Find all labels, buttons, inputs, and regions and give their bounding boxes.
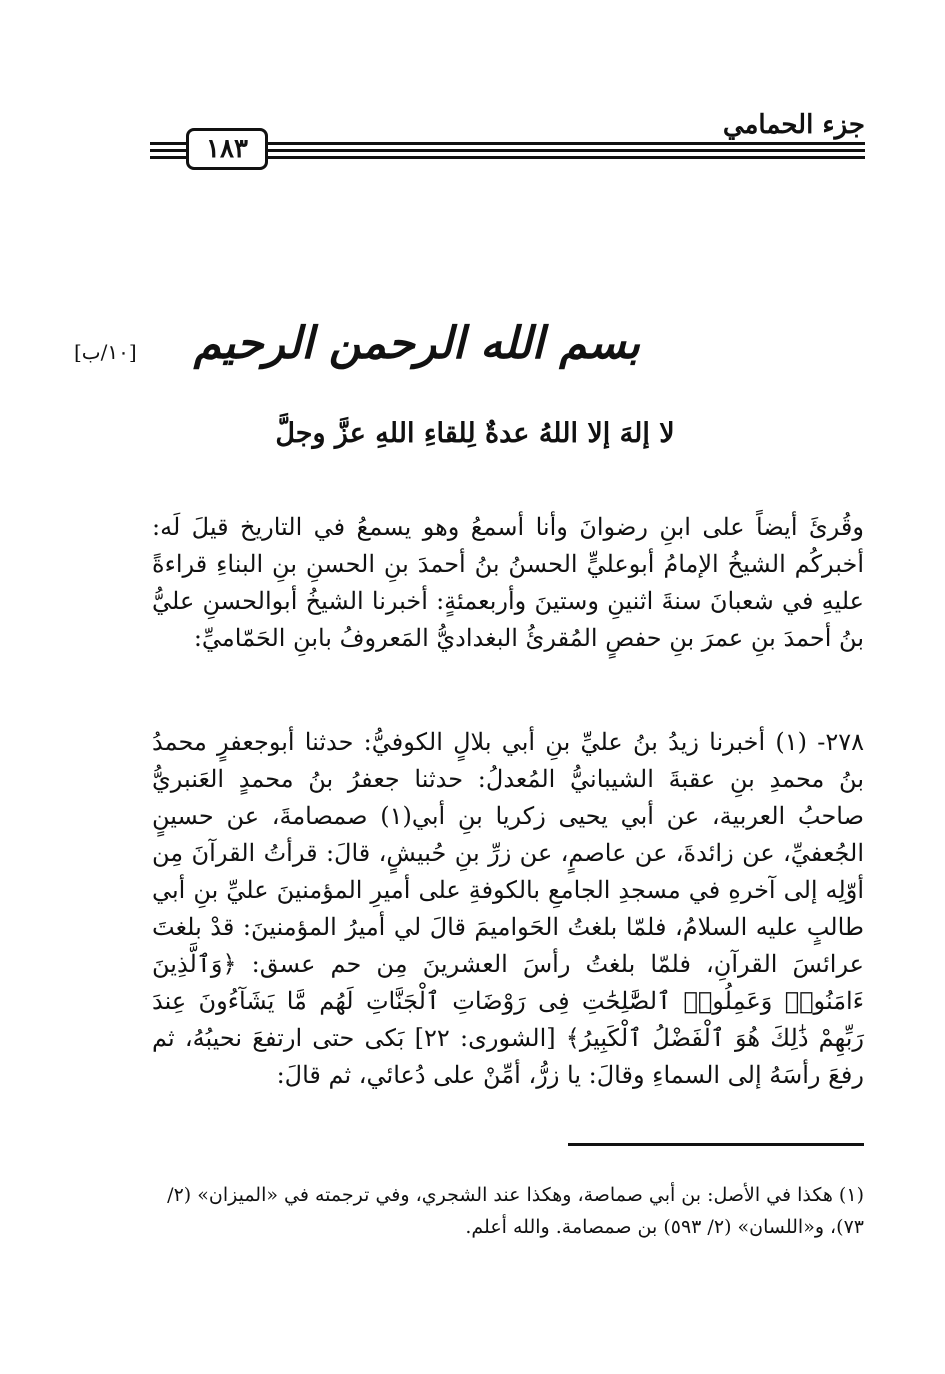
footnote-separator [568, 1143, 864, 1146]
page-number-box [186, 128, 268, 170]
basmala: بسم الله الرحمن الرحيم [193, 318, 640, 369]
chapter-title: لا إلهَ إلا اللهُ عدةٌ لِلقاءِ اللهِ عزَّ وجلَّ [275, 418, 675, 449]
manuscript-folio-marker: [١٠/ب] [74, 340, 137, 364]
book-title: جزء الحمامي [722, 110, 865, 140]
hadith-paragraph: ٢٧٨- (١) أخبرنا زيدُ بنُ عليِّ بنِ أبي بلالٍ الكوفيُّ: حدثنا أبوجعفرٍ محمدُ بنُ محمدِ بنِ عقبةَ الشيبانيُّ المُعدلُ: حدثنا جعفرُ بنُ محمدٍ العَنبريُّ صاحبُ العربية، عن أبي يحيى زكريا بنِ أبي(١) صمصامةَ، عن حسينٍ الجُعفيِّ، عن زائدةَ، عن عاصمٍ، عن زرِّ بنِ حُبيشٍ، قالَ: قرأتُ القرآنَ مِن أوّلِه إلى آخرهِ في مسجدِ الجامعِ بالكوفةِ على أميرِ المؤمنينَ عليِّ بنِ أبي طالبٍ عليه السلامُ، فلمّا بلغتُ الحَواميمَ قالَ لي أميرُ المؤمنينَ: قدْ بلغتَ عرائسَ القرآنِ، فلمّا بلغتُ رأسَ العشرينَ مِن حم عسق: ﴿وَٱلَّذِينَ ءَامَنُوا۟ وَعَمِلُوا۟ ٱلصَّٰلِحَٰتِ فِى رَوْضَاتِ ٱلْجَنَّاتِ لَهُم مَّا يَشَآءُونَ عِندَ رَبِّهِمْ ذَٰلِكَ هُوَ ٱلْفَضْلُ ٱلْكَبِيرُ﴾ [الشورى: ٢٢] بَكى حتى ارتفعَ نحيبُهُ، ثم رفعَ رأسَهُ إلى السماءِ وقالَ: يا زرُّ، أمِّنْ على دُعائي، ثم قالَ: [152, 728, 865, 1089]
page-number: ١٨٣ [206, 134, 248, 164]
running-header [150, 110, 865, 180]
intro-paragraph: وقُرئَ أيضاً على ابنِ رضوانَ وأنا أسمعُ وهو يسمعُ في التاريخ قيلَ لَه: أخبركُم الشيخُ الإمامُ أبوعليٍّ الحسنُ بنُ أحمدَ بنِ الحسنِ بنِ البناءِ قراءةً عليهِ في شعبانَ سنةَ اثنينِ وستينَ وأربعمئةٍ: أخبرنا الشيخُ أبوالحسنِ عليُّ بنُ أحمدَ بنِ عمرَ بنِ حفصٍ المُقرئُ البغداديُّ المَعروفُ بابنِ الحَمّاميِّ: [152, 513, 864, 652]
footnote: (١) هكذا في الأصل: بن أبي صماصة، وهكذا عند الشجري، وفي ترجمته في «الميزان» (٢/ ٧٣)، و«اللسان» (٢/ ٥٩٣) بن صمصامة. والله أعلم. [167, 1184, 864, 1238]
